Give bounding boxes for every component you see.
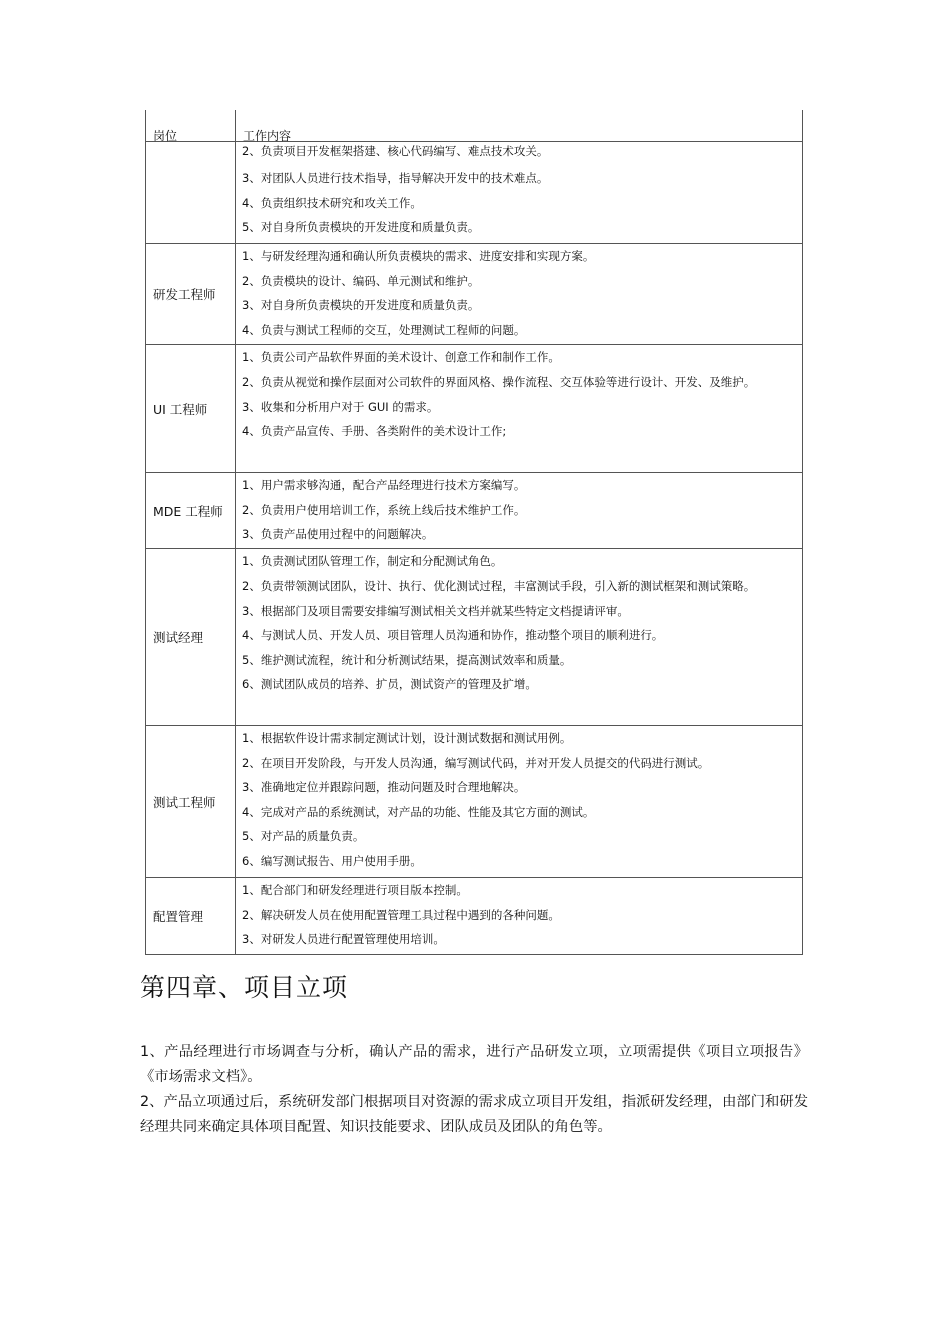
duty-item: 1、与研发经理沟通和确认所负责模块的需求、进度安排和实现方案。 <box>242 249 595 263</box>
duty-item: 2、在项目开发阶段，与开发人员沟通，编写测试代码，并对开发人员提交的代码进行测试。 <box>242 755 710 770</box>
duty-item: 3、根据部门及项目需要安排编写测试相关文档并就某些特定文档提请评审。 <box>242 603 629 618</box>
duty-item: 1、配合部门和研发经理进行项目版本控制。 <box>242 883 468 897</box>
table-row <box>146 549 803 726</box>
table-row <box>146 142 803 244</box>
duties-cell <box>236 726 803 878</box>
duties-cell <box>236 473 803 549</box>
duty-item: 4、完成对产品的系统测试，对产品的功能、性能及其它方面的测试。 <box>242 804 595 819</box>
duty-item: 2、负责带领测试团队，设计、执行、优化测试过程，丰富测试手段，引入新的测试框架和测试策略。 <box>242 578 756 593</box>
duty-item: 4、负责产品宣传、手册、各类附件的美术设计工作; <box>242 424 507 438</box>
duty-item: 3、负责产品使用过程中的问题解决。 <box>242 527 434 541</box>
duty-item: 2、负责用户使用培训工作，系统上线后技术维护工作。 <box>242 502 526 517</box>
duty-item: 5、对产品的质量负责。 <box>242 829 365 843</box>
table-row <box>146 345 803 473</box>
duty-item: 4、负责组织技术研究和攻关工作。 <box>242 195 422 210</box>
duty-item: 3、对团队人员进行技术指导，指导解决开发中的技术难点。 <box>242 171 549 185</box>
duties-cell <box>236 878 803 955</box>
table-row <box>146 244 803 345</box>
header-duties: 工作内容 <box>236 110 803 142</box>
role-cell: UI 工程师 <box>146 345 236 473</box>
table-row <box>146 726 803 878</box>
role-cell: 配置管理 <box>146 878 236 955</box>
role-cell: 测试经理 <box>146 549 236 726</box>
duties-cell <box>236 549 803 726</box>
role-cell: 测试工程师 <box>146 726 236 878</box>
role-cell: 研发工程师 <box>146 244 236 345</box>
table-row <box>146 473 803 549</box>
duty-item: 3、收集和分析用户对于 GUI 的需求。 <box>242 399 439 414</box>
duty-item: 2、负责从视觉和操作层面对公司软件的界面风格、操作流程、交互体验等进行设计、开发、及维护。 <box>242 374 756 389</box>
chapter-title: 第四章、项目立项 <box>140 973 349 1002</box>
duty-item: 5、对自身所负责模块的开发进度和质量负责。 <box>242 220 480 234</box>
duty-item: 4、负责与测试工程师的交互，处理测试工程师的问题。 <box>242 322 526 337</box>
duty-item: 6、测试团队成员的培养、扩员，测试资产的管理及扩增。 <box>242 677 537 691</box>
paragraph: 1、产品经理进行市场调查与分析，确认产品的需求，进行产品研发立项，立项需提供《项目立项报告》《市场需求文档》。 <box>140 1044 808 1085</box>
duty-item: 4、与测试人员、开发人员、项目管理人员沟通和协作，推动整个项目的顺利进行。 <box>242 628 664 642</box>
table-header-row <box>146 110 803 142</box>
duty-item: 1、根据软件设计需求制定测试计划，设计测试数据和测试用例。 <box>242 731 572 745</box>
duties-cell <box>236 345 803 473</box>
header-role: 岗位 <box>146 110 236 142</box>
duties-cell <box>236 244 803 345</box>
duty-item: 1、负责公司产品软件界面的美术设计、创意工作和制作工作。 <box>242 350 560 364</box>
duty-item: 3、对自身所负责模块的开发进度和质量负责。 <box>242 298 480 312</box>
duty-item: 1、用户需求够沟通，配合产品经理进行技术方案编写。 <box>242 478 526 492</box>
role-cell <box>146 142 236 244</box>
duty-item: 3、准确地定位并跟踪问题，推动问题及时合理地解决。 <box>242 780 526 794</box>
duty-item: 5、维护测试流程，统计和分析测试结果，提高测试效率和质量。 <box>242 652 572 667</box>
duty-item: 3、对研发人员进行配置管理使用培训。 <box>242 932 445 946</box>
duties-cell <box>236 142 803 244</box>
roles-table <box>145 110 803 955</box>
duty-item: 2、解决研发人员在使用配置管理工具过程中遇到的各种问题。 <box>242 907 560 922</box>
table-row <box>146 878 803 955</box>
duty-item: 2、负责模块的设计、编码、单元测试和维护。 <box>242 273 480 288</box>
duty-item: 6、编写测试报告、用户使用手册。 <box>242 853 422 868</box>
duty-item: 2、负责项目开发框架搭建、核心代码编写、难点技术攻关。 <box>242 144 549 158</box>
role-cell: MDE 工程师 <box>146 473 236 549</box>
paragraph: 2、产品立项通过后，系统研发部门根据项目对资源的需求成立项目开发组，指派研发经理，由部门和研发经理共同来确定具体项目配置、知识技能要求、团队成员及团队的角色等。 <box>140 1094 808 1135</box>
duty-item: 1、负责测试团队管理工作，制定和分配测试角色。 <box>242 554 503 568</box>
